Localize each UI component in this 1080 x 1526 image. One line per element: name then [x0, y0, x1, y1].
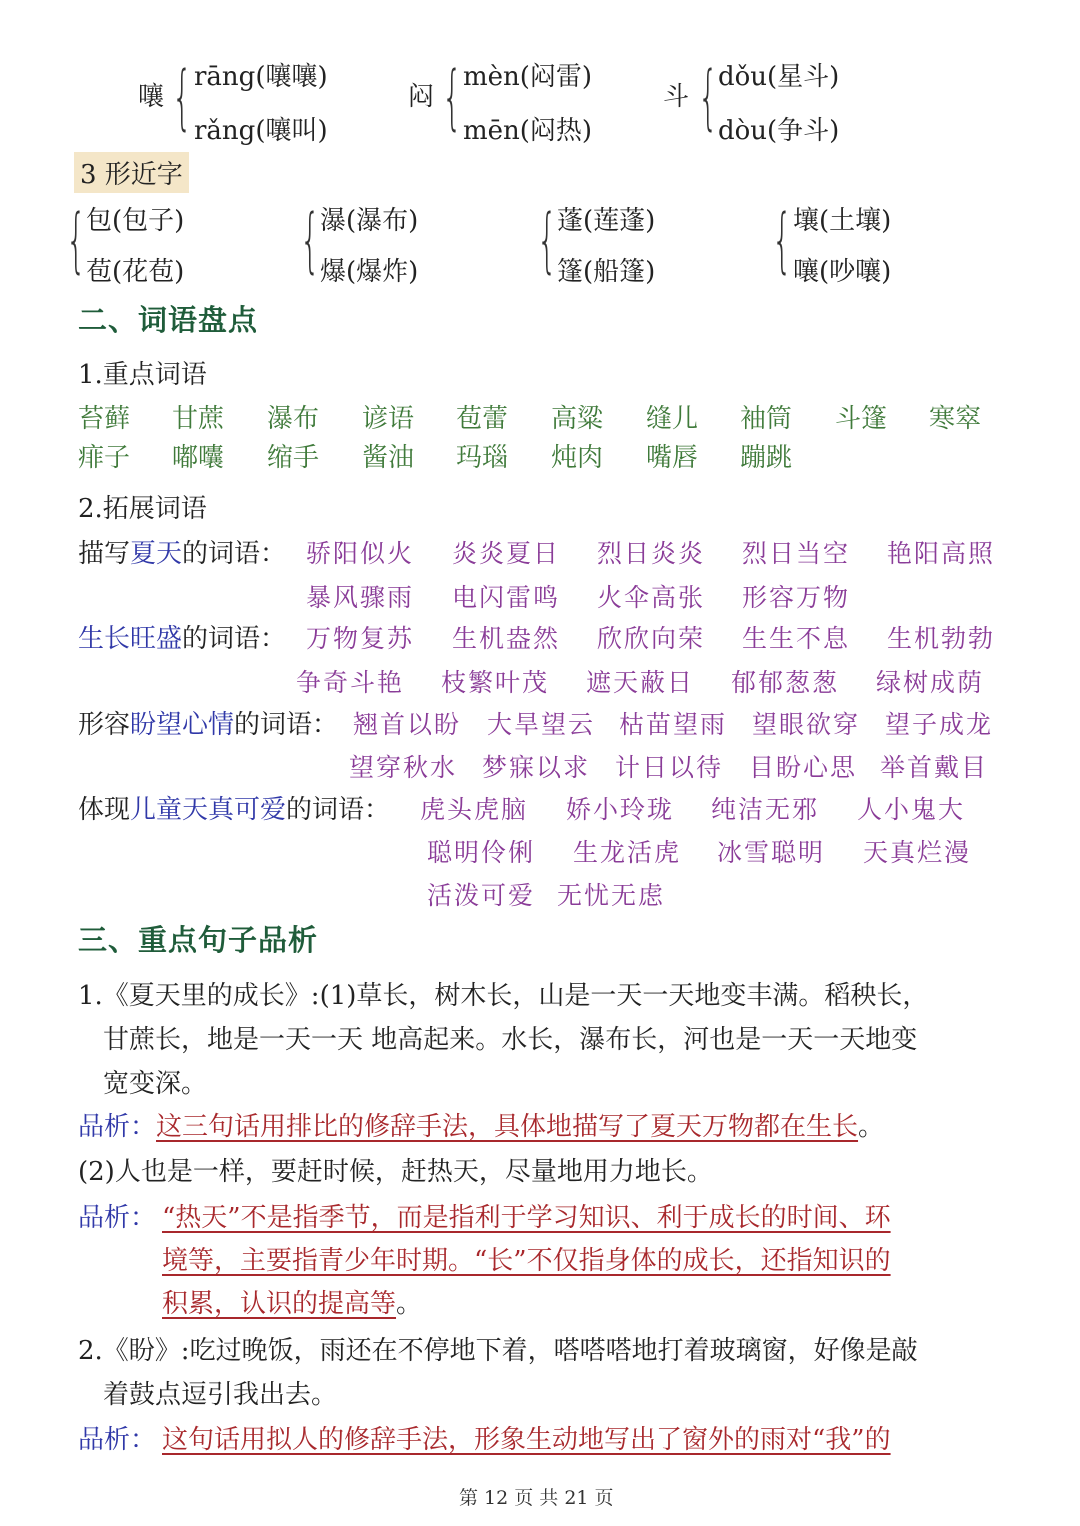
category-label-growth: [78, 618, 286, 655]
polyphone-char: 闷: [408, 82, 435, 112]
label-suffix: 的词语：: [182, 624, 287, 654]
idiom: 无忧无虑: [557, 881, 666, 910]
idiom: 天真烂漫: [863, 838, 972, 867]
label-prefix: 形容: [78, 710, 131, 740]
idiom: 绿树成荫: [876, 668, 985, 697]
similar-item: 苞(花苞): [86, 257, 185, 287]
label-suffix: 的词语：: [286, 795, 391, 825]
analysis-text: “热天”不是指季节，而是指利于学习知识、利于成长的时间、环: [162, 1203, 891, 1233]
word: 甘蔗: [172, 404, 225, 434]
brace-icon: {: [442, 56, 463, 138]
analysis-end: 。: [396, 1289, 423, 1319]
subheading-extended-words: 2.拓展词语: [78, 494, 207, 524]
analysis-text-last: [162, 1283, 422, 1320]
idiom: 争奇斗艳: [296, 668, 405, 697]
analysis-text: 积累，认识的提高等: [162, 1289, 397, 1319]
idiom: 骄阳似火: [306, 539, 415, 568]
polyphone-reading: mèn(闷雷): [463, 62, 593, 92]
idiom: 形容万物: [742, 583, 851, 612]
analysis-end: 。: [858, 1112, 885, 1142]
idiom: 梦寐以求: [482, 753, 591, 782]
idiom: 遮天蔽日: [586, 668, 695, 697]
idiom: 娇小玲珑: [566, 795, 675, 824]
word: 斗篷: [835, 404, 888, 434]
label-suffix: 的词语：: [234, 710, 339, 740]
brace-icon: {: [537, 199, 558, 281]
category-label-child: [78, 789, 390, 826]
brace-icon: {: [172, 56, 193, 138]
analysis-1: [78, 1106, 884, 1143]
word: 缩手: [267, 443, 320, 473]
idiom: 枝繁叶茂: [441, 668, 550, 697]
idiom: 冰雪聪明: [717, 838, 826, 867]
page-footer: 第 12 页 共 21 页: [459, 1487, 614, 1509]
word: 谚语: [362, 404, 415, 434]
word: 酱油: [362, 443, 415, 473]
sentence-text: 2.《盼》:吃过晚饭，雨还在不停地下着，嗒嗒嗒地打着玻璃窗，好像是敲: [78, 1336, 918, 1366]
similar-item: 嚷(吵嚷): [793, 257, 892, 287]
idiom: 纯洁无邪: [711, 795, 820, 824]
idiom: 生机盎然: [452, 624, 561, 653]
idiom: 虎头虎脑: [420, 795, 529, 824]
similar-chars-label: 3 形近字: [74, 152, 189, 193]
word: 痱子: [78, 443, 131, 473]
polyphone-char: 斗: [663, 82, 690, 112]
idiom: 望子成龙: [885, 710, 994, 739]
word: 缝儿: [646, 404, 699, 434]
analysis-text: 境等，主要指青少年时期。“长”不仅指身体的成长，还指知识的: [162, 1246, 891, 1276]
polyphone-reading: mēn(闷热): [463, 116, 593, 146]
word: 嘴唇: [646, 443, 699, 473]
analysis-text: 这句话用拟人的修辞手法，形象生动地写出了窗外的雨对“我”的: [162, 1425, 891, 1455]
word: 苔藓: [78, 404, 131, 434]
label-prefix: 体现: [78, 795, 131, 825]
idiom: 望眼欲穿: [752, 710, 861, 739]
idiom: 望穿秋水: [349, 753, 458, 782]
label-keyword: 生长旺盛: [78, 624, 183, 654]
analysis-label: 品析：: [78, 1203, 157, 1233]
label-keyword: 夏天: [130, 539, 183, 569]
subheading-key-words: 1.重点词语: [78, 360, 207, 390]
word: 苞蕾: [456, 404, 509, 434]
idiom: 烈日当空: [742, 539, 851, 568]
analysis-label: 品析：: [78, 1112, 157, 1142]
idiom: 翘首以盼: [353, 710, 462, 739]
sentence-text: 宽变深。: [103, 1069, 208, 1099]
idiom: 万物复苏: [306, 624, 415, 653]
category-label-summer: [78, 533, 286, 570]
similar-item: 瀑(瀑布): [320, 206, 419, 236]
polyphone-reading: dǒu(星斗): [718, 62, 840, 92]
idiom: 炎炎夏日: [452, 539, 561, 568]
sentence-text: 1.《夏天里的成长》:(1)草长，树木长，山是一天一天地变丰满。稻秧长，: [78, 981, 929, 1011]
idiom: 电闪雷鸣: [452, 583, 561, 612]
idiom: 大旱望云: [487, 710, 596, 739]
sentence-text: 着鼓点逗引我出去。: [103, 1380, 338, 1410]
idiom: 火伞高张: [597, 583, 706, 612]
idiom: 活泼可爱: [427, 881, 536, 910]
idiom: 郁郁葱葱: [731, 668, 840, 697]
idiom: 举首戴目: [880, 753, 989, 782]
polyphone-reading: rǎng(嚷叫): [194, 116, 328, 146]
word: 袖筒: [740, 404, 793, 434]
label-suffix: 的词语：: [182, 539, 287, 569]
sentence-text: (2)人也是一样，要赶时候，赶热天，尽量地用力地长。: [78, 1157, 713, 1187]
similar-item: 壤(土壤): [793, 206, 892, 236]
brace-icon: {: [66, 199, 87, 281]
idiom: 烈日炎炎: [597, 539, 706, 568]
sentence-text: 甘蔗长，地是一天一天 地高起来。水长，瀑布长，河也是一天一天地变: [103, 1025, 918, 1055]
word: 高粱: [551, 404, 604, 434]
word: 瀑布: [267, 404, 320, 434]
similar-item: 爆(爆炸): [320, 257, 419, 287]
idiom: 生机勃勃: [887, 624, 996, 653]
idiom: 生生不息: [742, 624, 851, 653]
section-title-vocabulary: 二、词语盘点: [78, 303, 259, 337]
word: 嘟囔: [172, 443, 225, 473]
idiom: 目盼心思: [749, 753, 858, 782]
polyphone-reading: dòu(争斗): [718, 116, 840, 146]
polyphone-char: 嚷: [138, 82, 165, 112]
word: 蹦跳: [740, 443, 793, 473]
section-title-sentence-analysis: 三、重点句子品析: [78, 923, 319, 957]
brace-icon: {: [300, 199, 321, 281]
idiom: 聪明伶俐: [427, 838, 536, 867]
idiom: 人小鬼大: [857, 795, 966, 824]
idiom: 欣欣向荣: [597, 624, 706, 653]
word: 玛瑙: [456, 443, 509, 473]
label-prefix: 描写: [78, 539, 131, 569]
idiom: 艳阳高照: [887, 539, 996, 568]
brace-icon: {: [772, 199, 793, 281]
brace-icon: {: [698, 56, 719, 138]
analysis-label: 品析：: [78, 1425, 157, 1455]
idiom: 暴风骤雨: [306, 583, 415, 612]
category-label-hope: [78, 704, 338, 741]
idiom: 枯苗望雨: [619, 710, 728, 739]
word: 寒窣: [929, 404, 982, 434]
similar-item: 包(包子): [86, 206, 185, 236]
idiom: 计日以待: [615, 753, 724, 782]
label-keyword: 盼望心情: [130, 710, 235, 740]
label-keyword: 儿童天真可爱: [130, 795, 287, 825]
idiom: 生龙活虎: [573, 838, 682, 867]
similar-item: 蓬(莲蓬): [557, 206, 656, 236]
analysis-text: 这三句话用排比的修辞手法，具体地描写了夏天万物都在生长: [156, 1112, 859, 1142]
polyphone-reading: rāng(嚷嚷): [194, 62, 328, 92]
word: 炖肉: [551, 443, 604, 473]
similar-item: 篷(船篷): [557, 257, 656, 287]
